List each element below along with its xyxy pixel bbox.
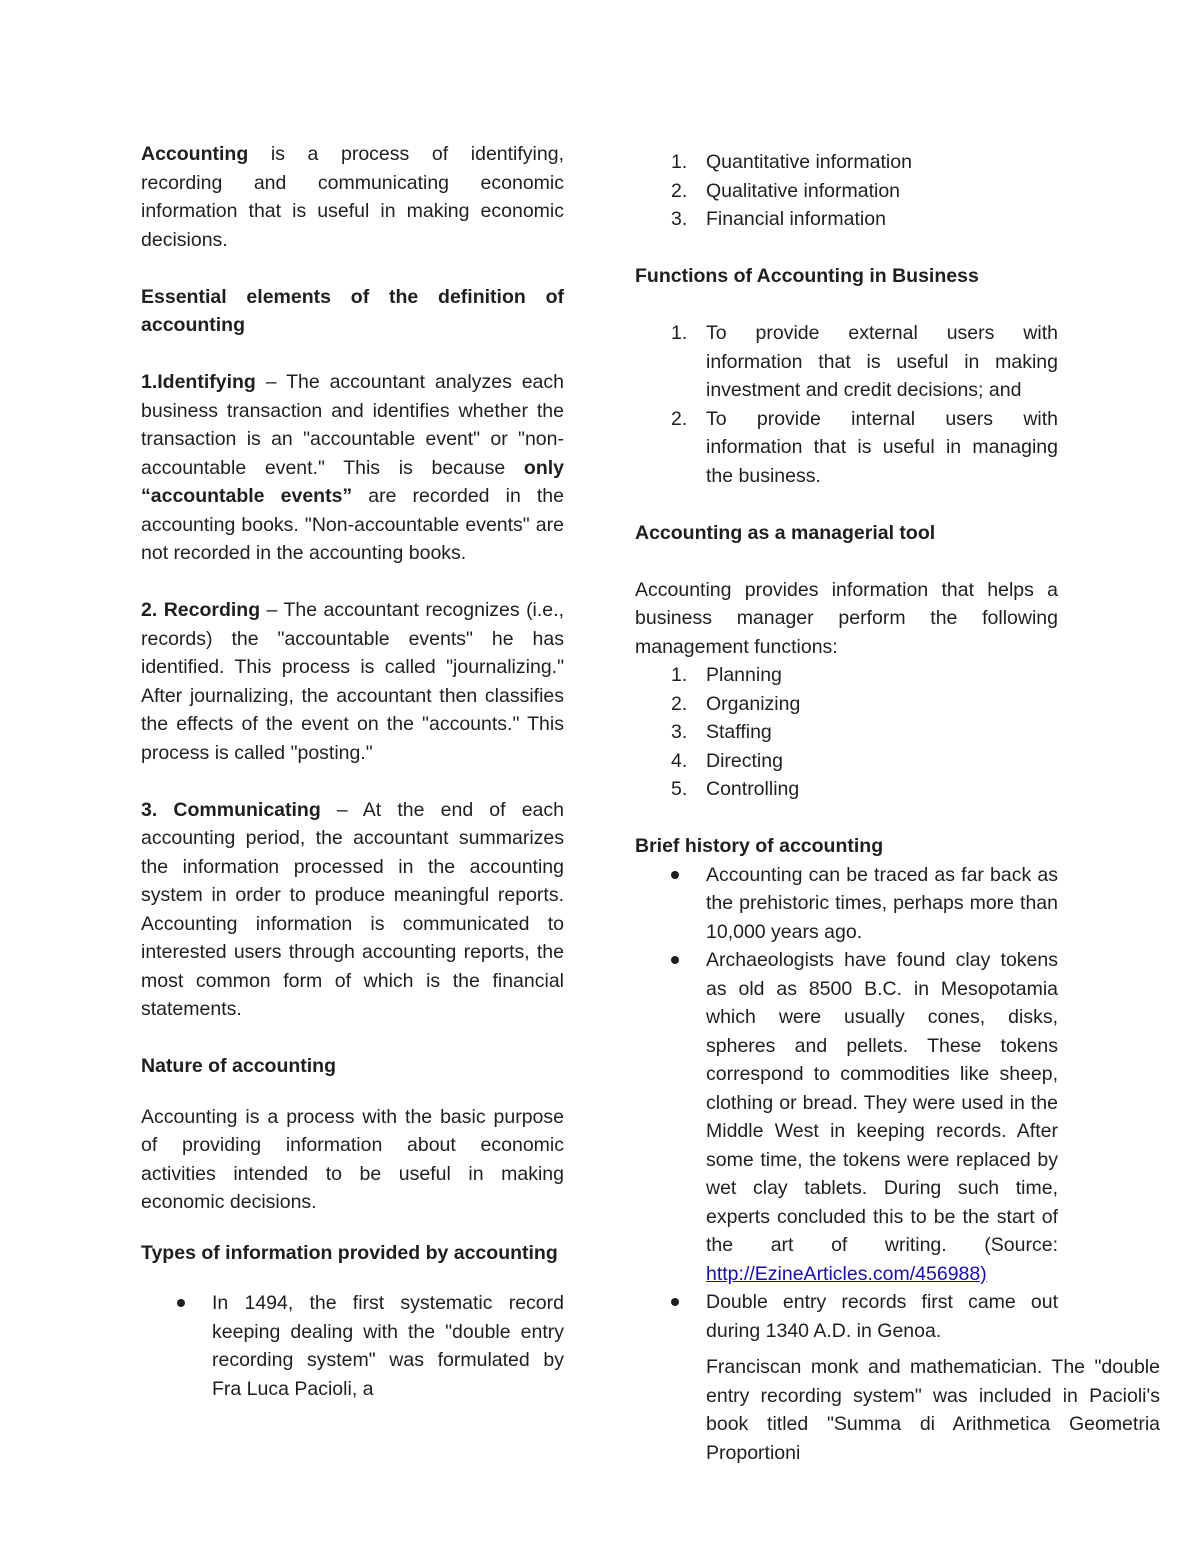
list-item	[141, 1289, 564, 1403]
list-item: 1. Planning	[671, 664, 782, 686]
history-list	[635, 861, 1058, 1346]
intro-text: is a process of identifying, recording and communicating economic information that is useful in making economic decisions.	[141, 143, 564, 251]
function-item-text: To provide internal users with information that is useful in managing the business.	[706, 407, 1058, 487]
list-item: 1. To provide external users with information that is useful in making investment and credit decisions; and	[671, 322, 1058, 401]
recording-label: 2. Recording	[141, 599, 261, 621]
types-item-text: Financial information	[706, 208, 886, 230]
managerial-paragraph: Accounting provides information that helps a business manager perform the following management functions:	[635, 578, 1058, 658]
recording-text: – The accountant recognizes (i.e., records) the "accountable events" he has identified. This process is called "journalizing." After journalizing, the accountant then classifies the effects of the event on the "accounts." This process is called "posting."	[141, 599, 564, 764]
recording-paragraph	[141, 596, 564, 767]
right-column	[635, 148, 1160, 1467]
communicating-text: – At the end of each accounting period, the accountant summarizes the information processed in the accounting system in order to produce meaningful reports. Accounting information is communicated to interested users through accounting reports, the most common form of which is the financial statements.	[141, 798, 564, 1020]
types-item-text: Qualitative information	[706, 179, 901, 202]
nature-heading: Nature of accounting	[141, 1055, 337, 1077]
source-link[interactable]: http://EzineArticles.com/456988)	[706, 1262, 987, 1285]
function-item-text: To provide external users with information that is useful in making investment and credit decisions; and	[706, 322, 1058, 401]
functions-list	[635, 319, 1058, 490]
history-heading: Brief history of accounting	[635, 835, 884, 857]
bullet-icon	[671, 956, 679, 964]
functions-heading: Functions of Accounting in Business	[635, 265, 979, 287]
history-item-text: Double entry records first came out during 1340 A.D. in Genoa.	[706, 1291, 1058, 1342]
management-item-text: Organizing	[706, 692, 801, 715]
communicating-label: 3. Communicating	[141, 798, 321, 821]
identifying-text-b: are recorded in the accounting books. "Non-accountable events" are not recorded in the accounting books.	[141, 485, 564, 564]
pacioli-bullet-text: In 1494, the first systematic record keeping dealing with the "double entry recording system" was formulated by Fra Luca Pacioli, a	[212, 1292, 564, 1400]
list-item: 3. Financial information	[671, 208, 886, 230]
identifying-emphasis: only “accountable events”	[141, 456, 564, 507]
identifying-text-a: – The accountant analyzes each business transaction and identifies whether the transaction is an "accountable event" or "non-accountable event." This is because	[141, 371, 564, 479]
bullet-icon	[177, 1299, 185, 1307]
intro-paragraph	[141, 140, 564, 254]
managerial-heading: Accounting as a managerial tool	[635, 521, 936, 544]
management-functions-list	[635, 661, 1058, 804]
list-item: 1. Quantitative information	[671, 151, 912, 173]
bullet-icon	[671, 1298, 679, 1306]
types-item-text: Quantitative information	[706, 151, 912, 173]
list-item: 2. Qualitative information	[671, 179, 901, 202]
management-item-text: Directing	[706, 749, 783, 772]
list-item: 2. To provide internal users with information that is useful in managing the business.	[671, 407, 1058, 487]
communicating-paragraph	[141, 796, 564, 1024]
management-item-text: Controlling	[706, 778, 800, 800]
identifying-label: 1.Identifying	[141, 371, 256, 393]
list-item: 4. Directing	[671, 749, 783, 772]
left-bullet-list	[141, 1289, 564, 1403]
list-item	[635, 1288, 1058, 1345]
left-column	[141, 140, 564, 1403]
continuation-paragraph: Franciscan monk and mathematician. The "double entry recording system" was included in Pacioli's book titled "Summa di Arithmetica Geometria Proportioni	[706, 1356, 1160, 1464]
intro-term: Accounting	[141, 143, 249, 165]
list-item: 2. Organizing	[671, 692, 801, 715]
bullet-icon	[671, 871, 679, 879]
list-item	[635, 861, 1058, 947]
management-item-text: Planning	[706, 664, 782, 686]
identifying-paragraph	[141, 368, 564, 568]
history-item-text: Archaeologists have found clay tokens as old as 8500 B.C. in Mesopotamia which were usually cones, disks, spheres and pellets. These tokens correspond to commodities like sheep, clothing or bread. They were used in the Middle West in keeping records. After some time, the tokens were replaced by wet clay tablets. During such time, experts concluded this to be the start of the art of writing. (Source:	[706, 949, 1058, 1256]
list-item: 3. Staffing	[671, 721, 772, 743]
types-heading: Types of information provided by accounting	[141, 1241, 558, 1264]
nature-paragraph: Accounting is a process with the basic purpose of providing information about economic activities intended to be useful in making economic decisions.	[141, 1105, 564, 1213]
history-item-text: Accounting can be traced as far back as the prehistoric times, perhaps more than 10,000 years ago.	[706, 863, 1058, 943]
management-item-text: Staffing	[706, 721, 772, 743]
list-item: 5. Controlling	[671, 778, 800, 800]
types-list	[635, 148, 1058, 234]
list-item	[635, 946, 1058, 1288]
elements-heading: Essential elements of the definition of accounting	[141, 285, 564, 336]
